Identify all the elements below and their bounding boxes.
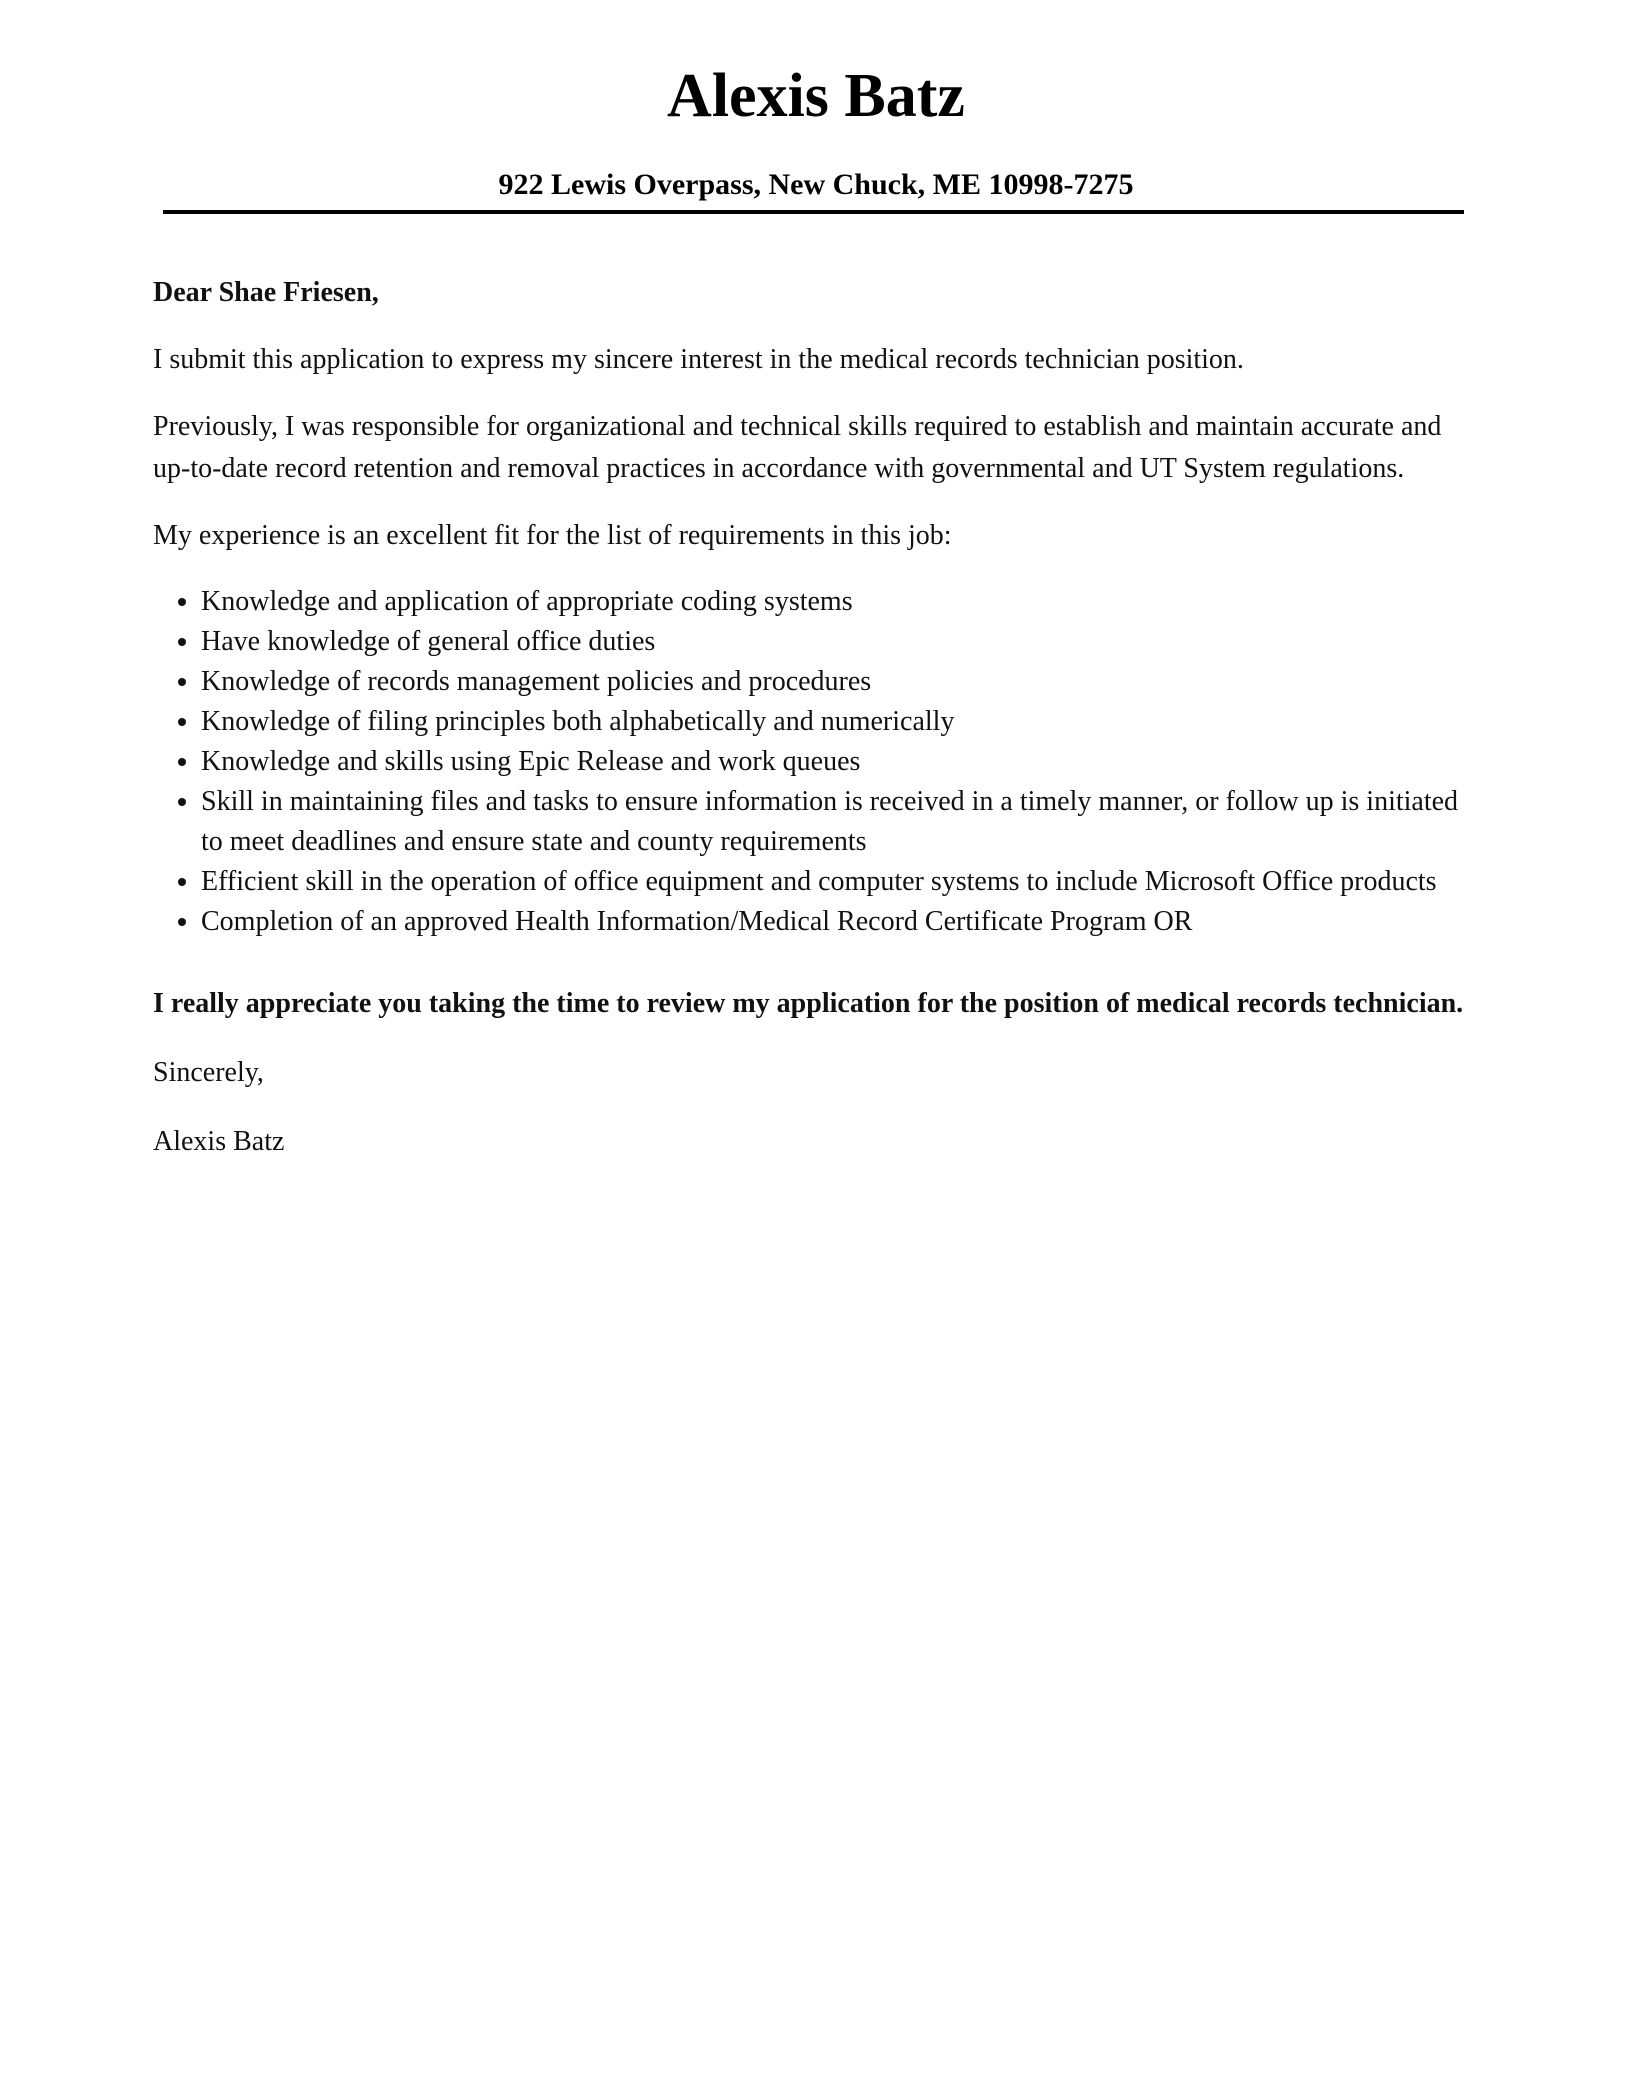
list-item: • Efficient skill in the operation of office equipment and computer systems to include Microsoft Office products (201, 862, 1483, 902)
signature: Alexis Batz (153, 1126, 285, 1157)
list-item: • Knowledge and application of appropriate coding systems (201, 582, 1483, 622)
list-item: • Completion of an approved Health Information/Medical Record Certificate Program OR (201, 902, 1483, 942)
signoff: Sincerely, (153, 1057, 264, 1088)
applicant-address: 922 Lewis Overpass, New Chuck, ME 10998-7275 (498, 168, 1134, 201)
requirements-list (153, 582, 1483, 942)
list-item: • Skill in maintaining files and tasks to ensure information is received in a timely manner, or follow up is initiated to meet deadlines and ensure state and county requirements (201, 782, 1483, 862)
list-item: • Knowledge and skills using Epic Release and work queues (201, 742, 1483, 782)
greeting: Dear Shae Friesen, (153, 277, 379, 308)
letter-body (153, 272, 1483, 1189)
closing-statement: I really appreciate you taking the time to review my application for the position of medical records technician. (153, 988, 1464, 1019)
list-item: • Knowledge of filing principles both alphabetically and numerically (201, 702, 1483, 742)
header-divider (163, 210, 1464, 214)
intro-paragraph: I submit this application to express my sincere interest in the medical records technician position. (153, 344, 1244, 375)
list-item: • Have knowledge of general office duties (201, 622, 1483, 662)
experience-paragraph: Previously, I was responsible for organizational and technical skills required to establish and maintain accurate and up-to-date record retention and removal practices in accordance with governmental and UT System regulations. (153, 411, 1442, 484)
requirements-intro: My experience is an excellent fit for the list of requirements in this job: (153, 520, 952, 551)
applicant-name: Alexis Batz (667, 62, 965, 130)
list-item: • Knowledge of records management policies and procedures (201, 662, 1483, 702)
